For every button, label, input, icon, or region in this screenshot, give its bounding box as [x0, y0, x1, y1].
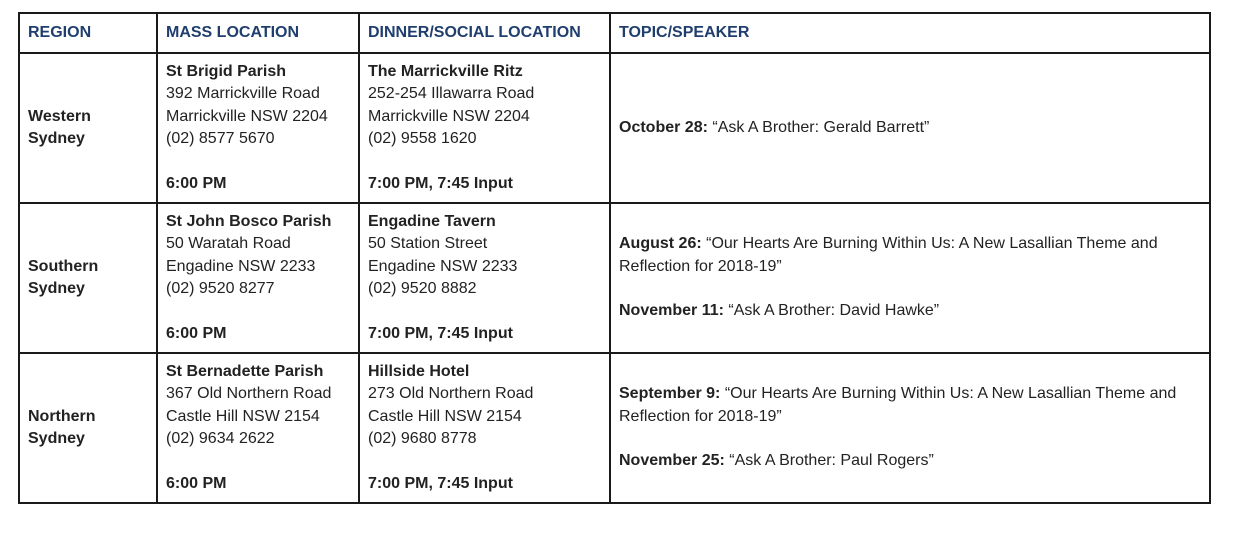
dinner-phone: (02) 9558 1620	[368, 130, 477, 148]
topic-date: August 26:	[619, 235, 702, 253]
table-row	[19, 353, 1210, 503]
topic-title: “Our Hearts Are Burning Within Us: A New Lasallian Theme and Reflection for 2018-19”	[619, 385, 1177, 425]
header-dinner-location: DINNER/SOCIAL LOCATION	[359, 13, 610, 53]
dinner-phone: (02) 9680 8778	[368, 430, 477, 448]
region-cell	[19, 203, 157, 353]
region-cell	[19, 353, 157, 503]
mass-venue-name: St Bernadette Parish	[166, 362, 324, 380]
schedule-table	[18, 12, 1211, 504]
mass-street: 367 Old Northern Road	[166, 385, 332, 403]
mass-phone: (02) 9520 8277	[166, 280, 275, 298]
topic-entry	[619, 300, 1201, 323]
schedule-document	[18, 12, 1211, 504]
topic-entry	[619, 383, 1201, 428]
topic-cell	[610, 353, 1210, 503]
topic-title: “Ask A Brother: Paul Rogers”	[724, 452, 934, 470]
header-topic-speaker: TOPIC/SPEAKER	[610, 13, 1210, 53]
mass-phone: (02) 8577 5670	[166, 130, 275, 148]
mass-venue-name: St John Bosco Parish	[166, 212, 332, 230]
dinner-venue-name: The Marrickville Ritz	[368, 62, 523, 80]
mass-venue-name: St Brigid Parish	[166, 62, 287, 80]
mass-location-cell	[157, 203, 359, 353]
mass-street: 50 Waratah Road	[166, 235, 291, 253]
dinner-suburb: Engadine NSW 2233	[368, 257, 518, 275]
mass-time: 6:00 PM	[166, 174, 227, 192]
mass-time: 6:00 PM	[166, 324, 227, 342]
topic-title: “Ask A Brother: David Hawke”	[723, 302, 940, 320]
dinner-street: 50 Station Street	[368, 235, 488, 253]
dinner-location-cell	[359, 353, 610, 503]
topic-date: September 9:	[619, 385, 721, 403]
topic-entry	[619, 450, 1201, 473]
dinner-phone: (02) 9520 8882	[368, 280, 477, 298]
topic-title: “Our Hearts Are Burning Within Us: A New Lasallian Theme and Reflection for 2018-19”	[619, 235, 1158, 275]
header-region: REGION	[19, 13, 157, 53]
dinner-location-cell	[359, 203, 610, 353]
topic-entry	[619, 117, 1201, 140]
mass-phone: (02) 9634 2622	[166, 430, 275, 448]
header-row	[19, 13, 1210, 53]
dinner-venue-name: Hillside Hotel	[368, 362, 470, 380]
mass-location-cell	[157, 53, 359, 203]
mass-time: 6:00 PM	[166, 474, 227, 492]
topic-title: “Ask A Brother: Gerald Barrett”	[707, 118, 930, 136]
dinner-street: 273 Old Northern Road	[368, 385, 534, 403]
dinner-suburb: Castle Hill NSW 2154	[368, 407, 522, 425]
dinner-venue-name: Engadine Tavern	[368, 212, 496, 230]
region-cell	[19, 53, 157, 203]
mass-suburb: Marrickville NSW 2204	[166, 107, 328, 125]
region-name: Northern Sydney	[28, 407, 96, 447]
topic-entry	[619, 233, 1201, 278]
topic-cell	[610, 203, 1210, 353]
mass-street: 392 Marrickville Road	[166, 85, 320, 103]
region-name: Southern Sydney	[28, 257, 99, 297]
dinner-location-cell	[359, 53, 610, 203]
mass-suburb: Castle Hill NSW 2154	[166, 407, 320, 425]
table-row	[19, 53, 1210, 203]
dinner-suburb: Marrickville NSW 2204	[368, 107, 530, 125]
region-name: Western Sydney	[28, 107, 91, 147]
topic-date: November 11:	[619, 302, 724, 320]
dinner-time: 7:00 PM, 7:45 Input	[368, 474, 513, 492]
topic-date: October 28:	[619, 118, 708, 136]
mass-suburb: Engadine NSW 2233	[166, 257, 316, 275]
header-mass-location: MASS LOCATION	[157, 13, 359, 53]
dinner-time: 7:00 PM, 7:45 Input	[368, 324, 513, 342]
topic-cell	[610, 53, 1210, 203]
topic-date: November 25:	[619, 452, 725, 470]
table-row	[19, 203, 1210, 353]
mass-location-cell	[157, 353, 359, 503]
dinner-time: 7:00 PM, 7:45 Input	[368, 174, 513, 192]
dinner-street: 252-254 Illawarra Road	[368, 85, 535, 103]
